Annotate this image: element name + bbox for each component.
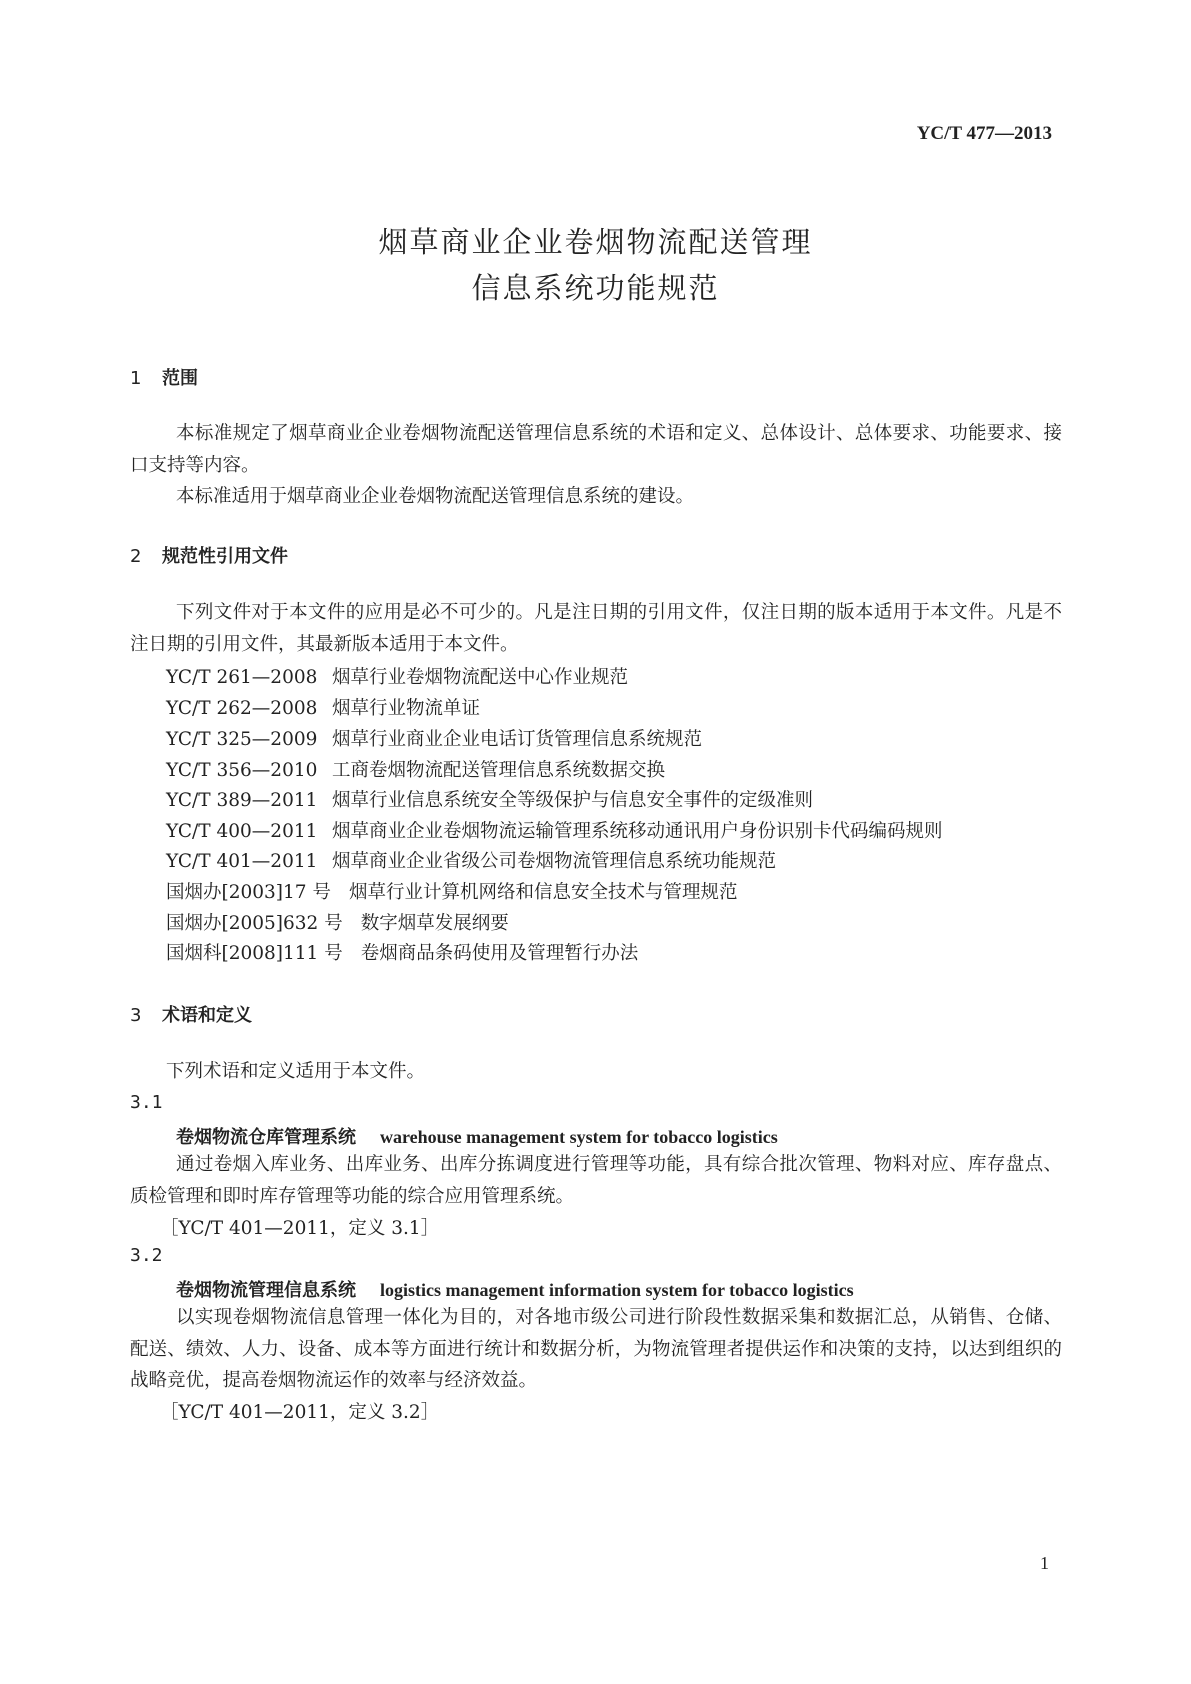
reference-title: 烟草行业物流单证 xyxy=(332,698,481,719)
reference-code: 国烟科[2008]111 号 xyxy=(166,943,343,964)
reference-item xyxy=(166,939,638,965)
reference-title: 烟草行业商业企业电话订货管理信息系统规范 xyxy=(332,729,703,750)
reference-title: 卷烟商品条码使用及管理暂行办法 xyxy=(360,943,639,964)
reference-title: 工商卷烟物流配送管理信息系统数据交换 xyxy=(332,760,666,781)
reference-code: YC/T 262—2008 xyxy=(166,698,318,719)
reference-item xyxy=(166,817,943,843)
section-1-number: 1 xyxy=(130,368,142,389)
reference-item xyxy=(166,786,813,812)
term-zh: 卷烟物流仓库管理系统 xyxy=(176,1127,356,1148)
reference-title: 烟草商业企业省级公司卷烟物流管理信息系统功能规范 xyxy=(332,851,777,872)
reference-item xyxy=(166,909,509,935)
term-definition: 通过卷烟入库业务、出库业务、出库分拣调度进行管理等功能，具有综合批次管理、物料对应、库存盘点、质检管理和即时库存管理等功能的综合应用管理系统。 xyxy=(130,1154,1062,1207)
reference-item xyxy=(166,756,665,782)
standard-code: YC/T 477—2013 xyxy=(916,123,1052,144)
reference-code: 国烟办[2005]632 号 xyxy=(166,913,343,934)
reference-code: 国烟办[2003]17 号 xyxy=(166,882,331,903)
reference-code: YC/T 261—2008 xyxy=(166,667,318,688)
section-2-heading xyxy=(130,542,288,568)
section-2-intro: 下列文件对于本文件的应用是必不可少的。凡是注日期的引用文件，仅注日期的版本适用于本文件。凡是不注日期的引用文件，其最新版本适用于本文件。 xyxy=(130,602,1062,655)
reference-item xyxy=(166,725,702,751)
section-3-intro: 下列术语和定义适用于本文件。 xyxy=(166,1061,426,1082)
reference-item xyxy=(166,878,737,904)
reference-title: 烟草行业信息系统安全等级保护与信息安全事件的定级准则 xyxy=(332,790,814,811)
reference-title: 数字烟草发展纲要 xyxy=(360,913,509,934)
term-zh: 卷烟物流管理信息系统 xyxy=(176,1280,356,1301)
term-en: logistics management information system for tobacco logistics xyxy=(380,1280,854,1300)
term-heading xyxy=(176,1276,854,1302)
term-definition: 以实现卷烟物流信息管理一体化为目的，对各地市级公司进行阶段性数据采集和数据汇总，从销售、仓储、配送、绩效、人力、设备、成本等方面进行统计和数据分析，为物流管理者提供运作和决策的支持，以达到组织的战略竞优，提高卷烟物流运作的效率与经济效益。 xyxy=(130,1307,1062,1391)
reference-code: YC/T 401—2011 xyxy=(166,851,318,872)
reference-item xyxy=(166,694,480,720)
term-en: warehouse management system for tobacco logistics xyxy=(380,1127,778,1147)
reference-title: 烟草行业计算机网络和信息安全技术与管理规范 xyxy=(348,882,738,903)
term-source: ［YC/T 401—2011，定义 3.2］ xyxy=(160,1402,440,1423)
section-2-title: 规范性引用文件 xyxy=(162,546,288,567)
term-number: 3.1 xyxy=(130,1092,163,1113)
doc-title-line2: 信息系统功能规范 xyxy=(471,271,720,305)
section-3-title: 术语和定义 xyxy=(162,1005,252,1026)
page-number: 1 xyxy=(1040,1553,1049,1573)
reference-item xyxy=(166,663,628,689)
section-1-para-2: 本标准适用于烟草商业企业卷烟物流配送管理信息系统的建设。 xyxy=(176,486,695,507)
reference-code: YC/T 400—2011 xyxy=(166,821,318,842)
section-3-number: 3 xyxy=(130,1005,142,1026)
section-2-number: 2 xyxy=(130,546,142,567)
term-heading xyxy=(176,1123,778,1149)
term-source: ［YC/T 401—2011，定义 3.1］ xyxy=(160,1218,440,1239)
reference-title: 烟草商业企业卷烟物流运输管理系统移动通讯用户身份识别卡代码编码规则 xyxy=(332,821,943,842)
reference-item xyxy=(166,847,776,873)
section-3-heading xyxy=(130,1001,252,1027)
section-1-heading xyxy=(130,364,198,390)
section-1-title: 范围 xyxy=(162,368,198,389)
reference-code: YC/T 389—2011 xyxy=(166,790,318,811)
reference-title: 烟草行业卷烟物流配送中心作业规范 xyxy=(332,667,629,688)
reference-code: YC/T 325—2009 xyxy=(166,729,318,750)
term-number: 3.2 xyxy=(130,1245,163,1266)
reference-code: YC/T 356—2010 xyxy=(166,760,318,781)
doc-title-line1: 烟草商业企业卷烟物流配送管理 xyxy=(378,225,813,259)
section-1-para-1: 本标准规定了烟草商业企业卷烟物流配送管理信息系统的术语和定义、总体设计、总体要求、功能要求、接口支持等内容。 xyxy=(130,423,1062,476)
